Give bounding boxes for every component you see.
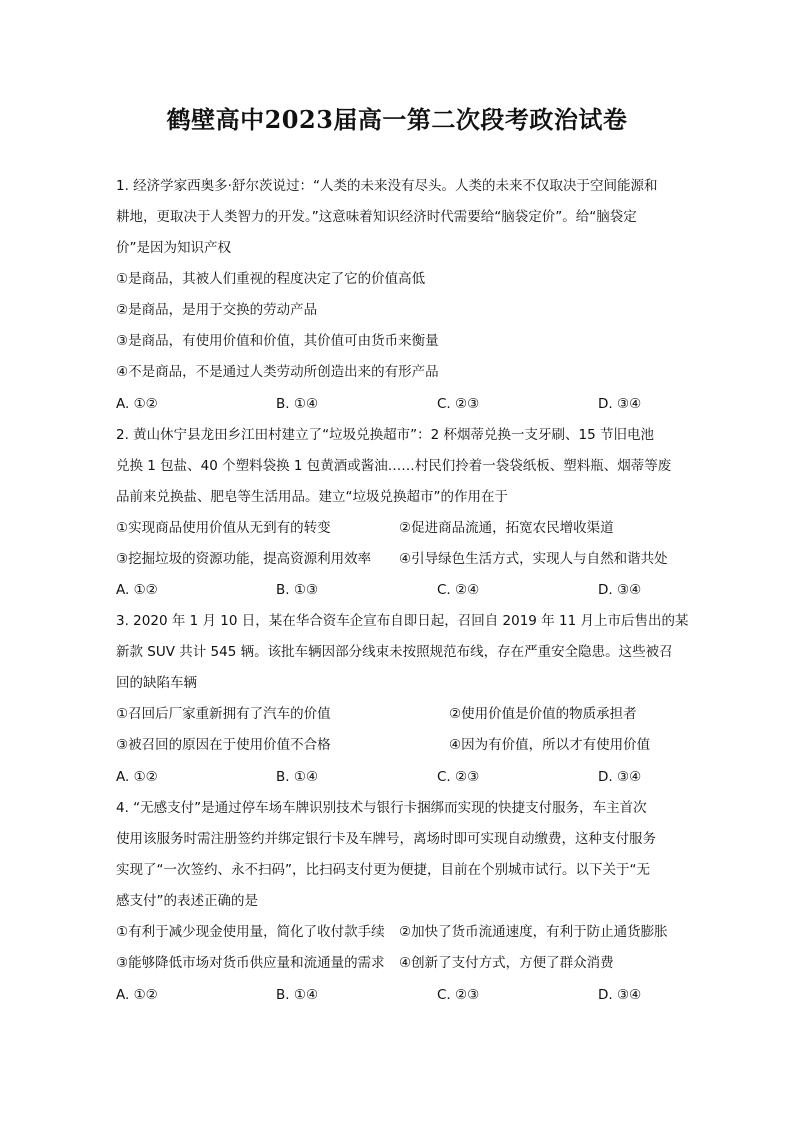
q1-stem-line-1: 1. 经济学家西奥多·舒尔茨说过：“人类的未来没有尽头。人类的未来不仅取决于空间能源和	[116, 178, 658, 194]
q1-option-1: ①是商品，其被人们重视的程度决定了它的价值高低	[116, 271, 426, 287]
q2-option-3: ③挖掘垃圾的资源功能，提高资源利用效率	[116, 551, 372, 567]
q2-option-4: ④引导绿色生活方式，实现人与自然和谐共处	[399, 551, 668, 567]
q4-stem-line-4: 感支付”的表述正确的是	[116, 893, 258, 909]
q4-stem-line-3: 实现了“一次签约、永不扫码”，比扫码支付更为便捷，目前在个别城市试行。以下关于“无	[116, 862, 650, 878]
q2-answer-d: D. ③④	[598, 582, 642, 598]
q2-answer-a: A. ①②	[116, 582, 158, 598]
q4-answer-a: A. ①②	[116, 987, 158, 1003]
q2-stem-line-3: 品前来兑换盐、肥皂等生活用品。建立“垃圾兑换超市”的作用在于	[116, 489, 508, 505]
q4-option-2: ②加快了货币流通速度，有利于防止通货膨胀	[399, 924, 668, 940]
q3-answer-c: C. ②③	[437, 769, 480, 785]
q1-answer-b: B. ①④	[276, 396, 319, 412]
q1-option-2: ②是商品，是用于交换的劳动产品	[116, 302, 318, 318]
q4-answer-c: C. ②③	[437, 987, 480, 1003]
q4-answer-b: B. ①④	[276, 987, 319, 1003]
q2-stem-line-1: 2. 黄山休宁县龙田乡江田村建立了“垃圾兑换超市”：2 杯烟蒂兑换一支牙刷、15 节旧电池	[116, 427, 655, 443]
q2-answer-b: B. ①③	[276, 582, 319, 598]
q3-option-1: ①召回后厂家重新拥有了汽车的价值	[116, 706, 331, 722]
q4-option-4: ④创新了支付方式，方便了群众消费	[399, 955, 614, 971]
q1-answer-c: C. ②③	[437, 396, 480, 412]
q4-answer-d: D. ③④	[598, 987, 642, 1003]
q3-option-4: ④因为有价值，所以才有使用价值	[449, 737, 651, 753]
q3-stem-line-3: 回的缺陷车辆	[116, 675, 197, 691]
q2-option-1: ①实现商品使用价值从无到有的转变	[116, 520, 331, 536]
q3-option-3: ③被召回的原因在于使用价值不合格	[116, 737, 331, 753]
q1-option-3: ③是商品，有使用价值和价值，其价值可由货币来衡量	[116, 333, 439, 349]
q3-answer-a: A. ①②	[116, 769, 158, 785]
q4-stem-line-2: 使用该服务时需注册签约并绑定银行卡及车牌号，离场时即可实现自动缴费，这种支付服务	[116, 831, 656, 847]
q1-stem-line-3: 价”是因为知识产权	[116, 240, 231, 256]
q3-stem-line-2: 新款 SUV 共计 545 辆。该批车辆因部分线束未按照规范布线，存在严重安全隐患。这些被召	[116, 644, 673, 660]
q1-answer-d: D. ③④	[598, 396, 642, 412]
q4-option-1: ①有利于减少现金使用量，简化了收付款手续	[116, 924, 385, 940]
q2-stem-line-2: 兑换 1 包盐、40 个塑料袋换 1 包黄酒或酱油……村民们拎着一袋袋纸板、塑料瓶、烟蒂等废	[116, 458, 672, 474]
q1-stem-line-2: 耕地，更取决于人类智力的开发。”这意味着知识经济时代需要给“脑袋定价”。给“脑袋定	[116, 209, 637, 225]
q3-answer-d: D. ③④	[598, 769, 642, 785]
q2-option-2: ②促进商品流通，拓宽农民增收渠道	[399, 520, 614, 536]
q4-stem-line-1: 4. “无感支付”是通过停车场车牌识别技术与银行卡捆绑而实现的快捷支付服务，车主首次	[116, 800, 647, 816]
exam-title: 鹤壁高中2023届高一第二次段考政治试卷	[166, 105, 628, 134]
q3-stem-line-1: 3. 2020 年 1 月 10 日，某在华合资车企宣布自即日起，召回自 2019 年 11 月上市后售出的某	[116, 613, 689, 629]
q1-answer-a: A. ①②	[116, 396, 158, 412]
q2-answer-c: C. ②④	[437, 582, 480, 598]
q3-answer-b: B. ①④	[276, 769, 319, 785]
q1-option-4: ④不是商品，不是通过人类劳动所创造出来的有形产品	[116, 364, 439, 380]
q4-option-3: ③能够降低市场对货币供应量和流通量的需求	[116, 955, 385, 971]
q3-option-2: ②使用价值是价值的物质承担者	[449, 706, 637, 722]
